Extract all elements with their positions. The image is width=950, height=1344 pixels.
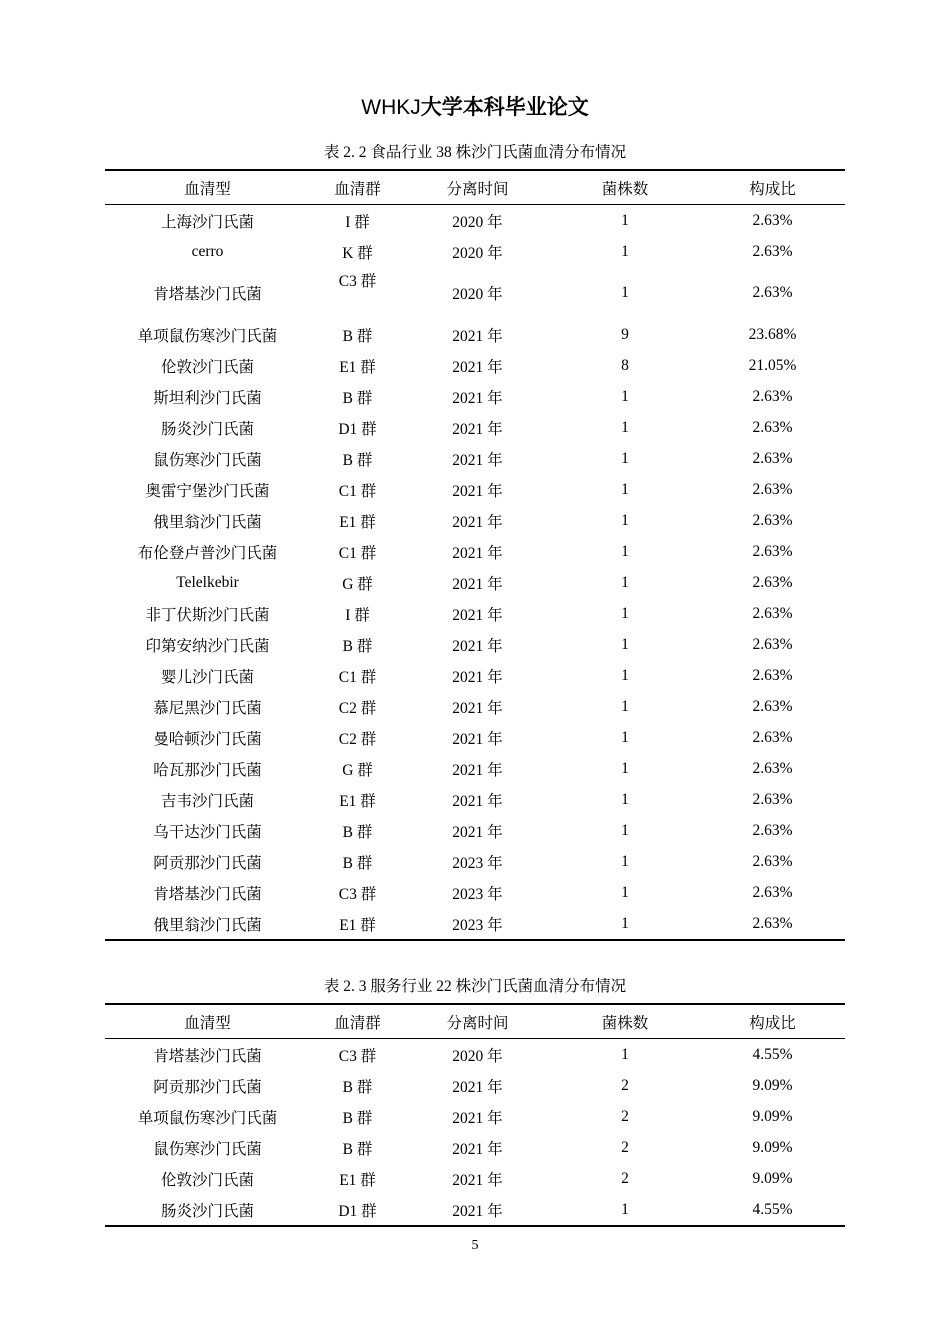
table-cell: 1 xyxy=(621,573,629,591)
table-cell: 2.63% xyxy=(752,480,793,498)
table-row xyxy=(105,1070,845,1101)
table-cell: 婴儿沙门氏菌 xyxy=(160,668,254,686)
table-header-row xyxy=(105,170,845,205)
column-header: 构成比 xyxy=(700,1004,845,1039)
table-cell: 2021 年 xyxy=(452,1171,503,1189)
table-cell: 2021 年 xyxy=(452,513,503,531)
table-cell: 9.09% xyxy=(752,1076,793,1094)
table-cell: 2020 年 xyxy=(452,244,503,262)
table-cell: 2.63% xyxy=(752,635,793,653)
table-row xyxy=(105,443,845,474)
table-row xyxy=(105,567,845,598)
table-cell: 奥雷宁堡沙门氏菌 xyxy=(145,482,270,500)
table-cell: 1 xyxy=(621,1045,629,1063)
table-cell: 2.63% xyxy=(752,284,793,301)
table-cell: B 群 xyxy=(342,327,373,345)
table-service-industry xyxy=(105,1003,845,1227)
table-cell: 1 xyxy=(550,908,700,940)
table-row xyxy=(105,1039,845,1071)
table-header-row xyxy=(105,1004,845,1039)
table-cell: 肯塔基沙门氏菌 xyxy=(153,286,262,303)
table-cell: 2021 年 xyxy=(452,668,503,686)
table-cell: 2021 年 xyxy=(452,730,503,748)
table-cell: 2020 年 xyxy=(452,1047,503,1065)
table-cell: 伦敦沙门氏菌 xyxy=(160,358,254,376)
table-row xyxy=(105,784,845,815)
table-cell: 2.63% xyxy=(752,573,793,591)
column-header: 血清型 xyxy=(105,1004,310,1039)
table-cell: C1 群 xyxy=(338,668,377,686)
table-cell: 2021 年 xyxy=(452,1078,503,1096)
table-row xyxy=(105,536,845,567)
table-cell: E1 群 xyxy=(339,513,376,531)
table-cell: B 群 xyxy=(342,451,373,469)
table-row xyxy=(105,753,845,784)
table-cell: 1 xyxy=(621,242,629,260)
table-cell: 2021 年 xyxy=(452,606,503,624)
table-row xyxy=(105,629,845,660)
table-row xyxy=(105,319,845,350)
table-cell: I 群 xyxy=(345,606,370,624)
column-header: 菌株数 xyxy=(550,1004,700,1039)
table-cell: 1 xyxy=(621,480,629,498)
table-cell: 慕尼黑沙门氏菌 xyxy=(153,699,262,717)
table-cell: 1 xyxy=(621,211,629,229)
table-cell: D1 群 xyxy=(338,420,377,438)
table-cell: 2.63% xyxy=(752,211,793,229)
table-cell: 1 xyxy=(621,728,629,746)
table-cell: 吉韦沙门氏菌 xyxy=(160,792,254,810)
table-caption-food: 表 2. 2 食品行业 38 株沙门氏菌血清分布情况 xyxy=(323,144,627,161)
table-cell: 阿贡那沙门氏菌 xyxy=(153,854,262,872)
table-cell: 2023 年 xyxy=(405,908,550,940)
table-row xyxy=(105,1101,845,1132)
table-food-industry xyxy=(105,169,845,941)
table-cell: 单项鼠伤寒沙门氏菌 xyxy=(137,1109,278,1127)
table-cell: 2021 年 xyxy=(452,451,503,469)
table-row xyxy=(105,236,845,267)
table-cell: 上海沙门氏菌 xyxy=(160,213,254,231)
table-cell: 2 xyxy=(621,1076,629,1094)
table-cell: 9 xyxy=(621,325,629,343)
table-cell: 2.63% xyxy=(752,666,793,684)
table-cell: 伦敦沙门氏菌 xyxy=(160,1171,254,1189)
table-cell: I 群 xyxy=(345,213,370,231)
column-header: 分离时间 xyxy=(405,170,550,205)
table-cell: 2023 年 xyxy=(452,854,503,872)
table-cell: B 群 xyxy=(342,823,373,841)
table-cell: 2 xyxy=(621,1107,629,1125)
page-number: 5 xyxy=(471,1238,479,1253)
table-cell: 2021 年 xyxy=(452,637,503,655)
table-cell: 2021 年 xyxy=(452,358,503,376)
table-cell: 2021 年 xyxy=(452,482,503,500)
table-cell: 2.63% xyxy=(752,852,793,870)
table-cell: B 群 xyxy=(342,854,373,872)
table-cell: 肠炎沙门氏菌 xyxy=(105,1194,310,1226)
table-cell: 23.68% xyxy=(748,325,797,343)
table-cell: E1 群 xyxy=(339,1171,376,1189)
table-cell: 2.63% xyxy=(752,697,793,715)
table-cell: 2021 年 xyxy=(405,1194,550,1226)
table-cell: 21.05% xyxy=(748,356,797,374)
column-header: 血清型 xyxy=(105,170,310,205)
table-cell: C1 群 xyxy=(338,482,377,500)
table-cell: 4.55% xyxy=(700,1194,845,1226)
table-cell: K 群 xyxy=(342,244,373,262)
table-cell: 2.63% xyxy=(752,759,793,777)
table-cell: D1 群 xyxy=(310,1194,405,1226)
table-row xyxy=(105,877,845,908)
table-cell: 1 xyxy=(621,387,629,405)
table-cell: C2 群 xyxy=(338,730,377,748)
table-row xyxy=(105,350,845,381)
table-cell: G 群 xyxy=(342,575,373,593)
header-title: 大学本科毕业论文 xyxy=(420,95,589,119)
table-cell: 2021 年 xyxy=(452,761,503,779)
table-cell: 2.63% xyxy=(752,418,793,436)
table-row xyxy=(105,815,845,846)
table-cell: 布伦登卢普沙门氏菌 xyxy=(137,544,278,562)
table-cell: 2.63% xyxy=(752,790,793,808)
table-cell: Telelkebir xyxy=(176,573,239,591)
table-cell: 2.63% xyxy=(752,511,793,529)
table-row xyxy=(105,267,845,319)
column-header: 构成比 xyxy=(700,170,845,205)
table-cell: C3 群 xyxy=(338,273,377,290)
table-cell: 1 xyxy=(621,284,629,301)
table-cell: B 群 xyxy=(342,1078,373,1096)
table-row xyxy=(105,660,845,691)
table-cell: 2021 年 xyxy=(452,699,503,717)
table-cell: 2 xyxy=(621,1138,629,1156)
table-cell: 2.63% xyxy=(752,821,793,839)
table-cell: 2.63% xyxy=(752,883,793,901)
table-cell: 1 xyxy=(621,604,629,622)
table-cell: 1 xyxy=(621,697,629,715)
table-cell: C3 群 xyxy=(338,885,377,903)
table-cell: 9.09% xyxy=(752,1138,793,1156)
column-header: 菌株数 xyxy=(550,170,700,205)
table-row xyxy=(105,1132,845,1163)
table-cell: 肠炎沙门氏菌 xyxy=(160,420,254,438)
table-cell: 1 xyxy=(621,511,629,529)
table-cell: E1 群 xyxy=(339,792,376,810)
table-cell: 1 xyxy=(621,883,629,901)
table-cell: 俄里翁沙门氏菌 xyxy=(105,908,310,940)
column-header: 分离时间 xyxy=(405,1004,550,1039)
table-cell: 哈瓦那沙门氏菌 xyxy=(153,761,262,779)
table-cell: 单项鼠伤寒沙门氏菌 xyxy=(137,327,278,345)
column-header: 血清群 xyxy=(310,1004,405,1039)
table-cell: 乌干达沙门氏菌 xyxy=(153,823,262,841)
table-cell: 1 xyxy=(550,1194,700,1226)
table-cell: 1 xyxy=(621,759,629,777)
table-cell: 阿贡那沙门氏菌 xyxy=(153,1078,262,1096)
table-cell: 2021 年 xyxy=(452,420,503,438)
table-cell: G 群 xyxy=(342,761,373,779)
table-cell: 1 xyxy=(621,821,629,839)
table-cell: 1 xyxy=(621,666,629,684)
table-row xyxy=(105,908,845,940)
table-cell: 曼哈顿沙门氏菌 xyxy=(153,730,262,748)
table-cell: 2021 年 xyxy=(452,1109,503,1127)
table-cell: 斯坦利沙门氏菌 xyxy=(153,389,262,407)
table-cell: cerro xyxy=(191,242,224,260)
table-cell: 2.63% xyxy=(752,728,793,746)
table-row xyxy=(105,205,845,237)
table-cell: 鼠伤寒沙门氏菌 xyxy=(153,1140,262,1158)
table-row xyxy=(105,1163,845,1194)
table-cell: 2.63% xyxy=(752,604,793,622)
table-row xyxy=(105,381,845,412)
table-cell: B 群 xyxy=(342,389,373,407)
table-cell: 2.63% xyxy=(700,908,845,940)
table-cell: 1 xyxy=(621,542,629,560)
table-cell: 印第安纳沙门氏菌 xyxy=(145,637,270,655)
table-cell: 1 xyxy=(621,418,629,436)
table-row xyxy=(105,474,845,505)
table-cell: E1 群 xyxy=(339,358,376,376)
table-cell: 2.63% xyxy=(752,449,793,467)
table-row xyxy=(105,412,845,443)
table-cell: 2021 年 xyxy=(452,1140,503,1158)
table-cell: 1 xyxy=(621,449,629,467)
table-cell: 俄里翁沙门氏菌 xyxy=(153,513,262,531)
table-cell: 非丁伏斯沙门氏菌 xyxy=(145,606,270,624)
table-row xyxy=(105,598,845,629)
table-cell: 2.63% xyxy=(752,242,793,260)
table-cell: 2023 年 xyxy=(452,885,503,903)
table-cell: 鼠伤寒沙门氏菌 xyxy=(153,451,262,469)
table-cell: B 群 xyxy=(342,637,373,655)
table-cell: 8 xyxy=(621,356,629,374)
table-cell: C2 群 xyxy=(338,699,377,717)
table-cell: 9.09% xyxy=(752,1107,793,1125)
table-row xyxy=(105,846,845,877)
table-cell: 1 xyxy=(621,635,629,653)
table-cell: E1 群 xyxy=(310,908,405,940)
table-row xyxy=(105,1194,845,1226)
table-row xyxy=(105,722,845,753)
table-cell: 2021 年 xyxy=(452,327,503,345)
table-cell: 2021 年 xyxy=(452,575,503,593)
page-header xyxy=(0,92,950,123)
table-cell: 2 xyxy=(621,1169,629,1187)
table-cell: 2020 年 xyxy=(452,213,503,231)
table-cell: 2021 年 xyxy=(452,792,503,810)
table-cell: 4.55% xyxy=(752,1045,793,1063)
table-cell: B 群 xyxy=(342,1140,373,1158)
header-latin: WHKJ xyxy=(361,96,421,119)
table-cell: 2021 年 xyxy=(452,389,503,407)
table-cell: B 群 xyxy=(342,1109,373,1127)
table-cell: 9.09% xyxy=(752,1169,793,1187)
table-cell: 1 xyxy=(621,790,629,808)
column-header: 血清群 xyxy=(310,170,405,205)
table-row xyxy=(105,505,845,536)
table-cell: 肯塔基沙门氏菌 xyxy=(153,885,262,903)
table-cell: C1 群 xyxy=(338,544,377,562)
table-cell: 2021 年 xyxy=(452,544,503,562)
table-cell: 1 xyxy=(621,852,629,870)
table-cell: 2.63% xyxy=(752,542,793,560)
table-row xyxy=(105,691,845,722)
table-cell: 2.63% xyxy=(752,387,793,405)
table-cell: C3 群 xyxy=(338,1047,377,1065)
table-caption-service: 表 2. 3 服务行业 22 株沙门氏菌血清分布情况 xyxy=(323,978,627,995)
table-cell: 2021 年 xyxy=(452,823,503,841)
table-cell: 肯塔基沙门氏菌 xyxy=(153,1047,262,1065)
table-cell: 2020 年 xyxy=(452,286,503,303)
